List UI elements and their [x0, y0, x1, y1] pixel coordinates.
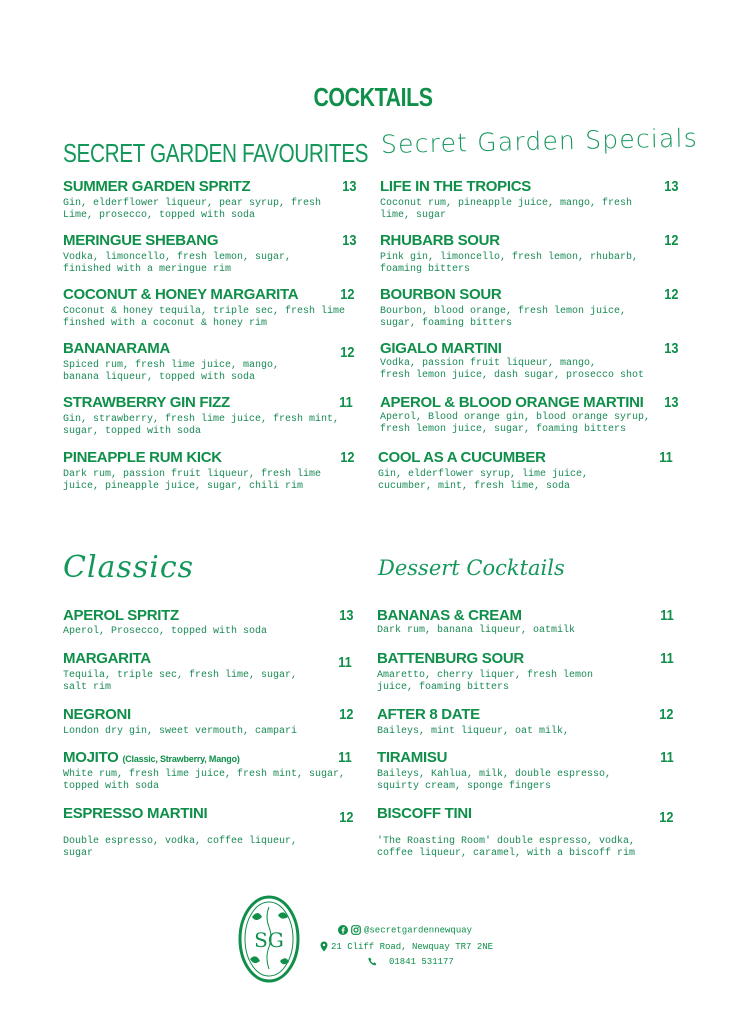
item-name-text: MOJITO: [63, 749, 119, 766]
item-name: MARGARITA: [63, 650, 151, 667]
item-price: 12: [664, 286, 679, 303]
menu-item-negroni: [63, 706, 355, 738]
item-name: PINEAPPLE RUM KICK: [63, 449, 222, 466]
menu-item-gigalo-martini: [380, 340, 680, 382]
item-description: Vodka, passion fruit liqueur, mango, fresh lemon juice, dash sugar, prosecco shot: [380, 358, 645, 381]
menu-item-pineapple-rum-kick: [63, 449, 358, 493]
item-description: 'The Roasting Room' double espresso, vodka, coffee liqueur, caramel, with a biscoff rim: [377, 836, 636, 859]
menu-item-life-in-the-tropics: [380, 178, 680, 222]
item-name: BOURBON SOUR: [380, 286, 502, 303]
menu-item-battenburg-sour: [377, 650, 675, 694]
item-description: Bourbon, blood orange, fresh lemon juice, sugar, foaming bitters: [380, 306, 627, 329]
item-price: 13: [342, 232, 357, 249]
item-description: Dark rum, passion fruit liqueur, fresh lime juice, pineapple juice, sugar, chili rim: [63, 469, 322, 492]
menu-item-cool-as-a-cucumber: [378, 449, 678, 493]
item-name: GIGALO MARTINI: [380, 340, 502, 357]
item-price: 12: [659, 706, 674, 723]
menu-item-aperol-blood-orange-martini: [380, 394, 680, 436]
item-description: Pink gin, limoncello, fresh lemon, rhubarb, foaming bitters: [380, 252, 639, 275]
item-price: 12: [664, 232, 679, 249]
item-description: Spiced rum, fresh lime juice, mango, banana liqueur, topped with soda: [63, 360, 280, 383]
item-description: White rum, fresh lime juice, fresh mint, sugar, topped with soda: [63, 769, 346, 792]
item-name: TIRAMISU: [377, 749, 448, 766]
section-title-dessert: Dessert Cocktails: [378, 556, 565, 580]
item-name: BATTENBURG SOUR: [377, 650, 524, 667]
address-text: 21 Cliff Road, Newquay TR7 2NE: [331, 941, 494, 952]
section-title-specials: Secret Garden Specials: [380, 123, 699, 159]
item-description: Gin, elderflower liqueur, pear syrup, fresh Lime, prosecco, topped with soda: [63, 198, 322, 221]
item-description: Dark rum, banana liqueur, oatmilk: [377, 625, 576, 636]
item-description: Baileys, mint liqueur, oat milk,: [377, 726, 570, 737]
menu-item-bananarama: [63, 340, 358, 384]
section-title-classics: Classics: [63, 550, 195, 585]
item-variants-note: (Classic, Strawberry, Mango): [122, 754, 240, 764]
item-name: SUMMER GARDEN SPRITZ: [63, 178, 251, 195]
menu-item-strawberry-gin-fizz: [63, 394, 358, 438]
page-title: COCKTAILS: [313, 82, 433, 112]
item-name: COOL AS A CUCUMBER: [378, 449, 546, 466]
item-price: 12: [340, 449, 355, 466]
menu-item-after-8-date: [377, 706, 675, 738]
item-price: 13: [664, 394, 679, 411]
item-description: Aperol, Prosecco, topped with soda: [63, 626, 268, 637]
item-name: BANANAS & CREAM: [377, 607, 522, 624]
social-handle-text: @secretgardennewquay: [364, 925, 473, 936]
item-description: Gin, strawberry, fresh lime juice, fresh mint, sugar, topped with soda: [63, 414, 340, 437]
secret-garden-logo: [238, 895, 300, 983]
menu-item-meringue-shebang: [63, 232, 358, 276]
menu-item-bourbon-sour: [380, 286, 680, 330]
item-price: 11: [338, 749, 352, 766]
item-price: 11: [660, 749, 674, 766]
menu-item-summer-garden-spritz: [63, 178, 358, 222]
item-price: 11: [338, 654, 352, 671]
menu-item-tiramisu: [377, 749, 675, 793]
instagram-icon: [351, 925, 361, 935]
menu-item-coconut-honey-margarita: [63, 286, 358, 330]
item-name: [63, 749, 355, 766]
item-name: BISCOFF TINI: [377, 805, 472, 822]
address: [320, 941, 493, 952]
item-description: London dry gin, sweet vermouth, campari: [63, 726, 298, 737]
logo-monogram: SG: [254, 928, 284, 952]
phone-text: 01841 531177: [389, 957, 454, 967]
menu-item-mojito: [63, 749, 355, 793]
item-price: 13: [342, 178, 357, 195]
section-title-favourites: SECRET GARDEN FAVOURITES: [63, 138, 369, 168]
item-name: MERINGUE SHEBANG: [63, 232, 219, 249]
menu-item-margarita: [63, 650, 355, 694]
social-handle[interactable]: [338, 925, 472, 935]
phone-icon: [368, 957, 377, 966]
facebook-icon: [338, 925, 348, 935]
menu-item-aperol-spritz: [63, 607, 355, 638]
item-price: 11: [339, 394, 353, 411]
menu-item-bananas-cream: [377, 607, 675, 637]
item-price: 11: [660, 607, 674, 624]
item-description: Gin, elderflower syrup, lime juice, cucumber, mint, fresh lime, soda: [378, 469, 589, 492]
item-price: 13: [664, 340, 679, 357]
item-price: 13: [664, 178, 679, 195]
item-name: APEROL SPRITZ: [63, 607, 179, 624]
location-pin-icon: [320, 941, 328, 952]
item-name: STRAWBERRY GIN FIZZ: [63, 394, 230, 411]
item-name: BANANARAMA: [63, 340, 170, 357]
item-price: 12: [340, 344, 355, 361]
item-description: Coconut & honey tequila, triple sec, fresh lime finshed with a coconut & honey rim: [63, 306, 346, 329]
item-description: Amaretto, cherry liquer, fresh lemon juice, foaming bitters: [377, 670, 594, 693]
item-price: 13: [339, 607, 354, 624]
item-price: 11: [660, 650, 674, 667]
item-name: APEROL & BLOOD ORANGE MARTINI: [380, 394, 644, 411]
item-name: LIFE IN THE TROPICS: [380, 178, 531, 195]
item-price: 12: [339, 706, 354, 723]
menu-item-biscoff-tini: [377, 805, 675, 860]
item-description: Baileys, Kahlua, milk, double espresso, squirty cream, sponge fingers: [377, 769, 612, 792]
item-price: 12: [340, 286, 355, 303]
item-description: Vodka, limoncello, fresh lemon, sugar, finished with a meringue rim: [63, 252, 292, 275]
item-description: Tequila, triple sec, fresh lime, sugar, salt rim: [63, 670, 298, 693]
item-name: ESPRESSO MARTINI: [63, 805, 208, 822]
phone[interactable]: [368, 957, 454, 967]
item-name: RHUBARB SOUR: [380, 232, 500, 249]
item-name: NEGRONI: [63, 706, 131, 723]
item-price: 12: [339, 809, 354, 826]
item-description: Double espresso, vodka, coffee liqueur, sugar: [63, 836, 298, 859]
item-description: Aperol, Blood orange gin, blood orange syrup, fresh lemon juice, sugar, foaming bitters: [380, 412, 651, 435]
item-description: Coconut rum, pineapple juice, mango, fresh lime, sugar: [380, 198, 633, 221]
item-price: 11: [659, 449, 673, 466]
item-name: COCONUT & HONEY MARGARITA: [63, 286, 299, 303]
item-name: AFTER 8 DATE: [377, 706, 480, 723]
item-price: 12: [659, 809, 674, 826]
menu-item-rhubarb-sour: [380, 232, 680, 276]
menu-item-espresso-martini: [63, 805, 355, 860]
